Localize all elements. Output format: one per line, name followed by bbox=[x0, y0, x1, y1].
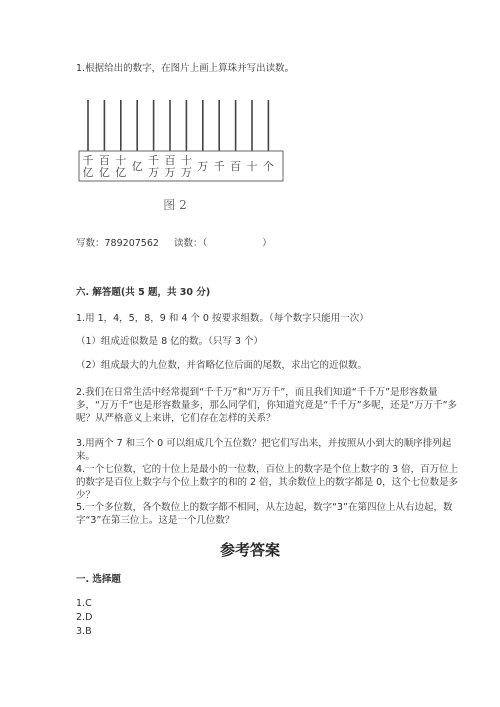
abacus-caption: 图 2 bbox=[163, 198, 187, 212]
abacus-place-label: 百亿 bbox=[98, 154, 110, 179]
section-6-question-3: 3.用两个 7 和三个 0 可以组成几个五位数？把它们写出来，并按照从小到大的顺序排列起来。 bbox=[76, 438, 452, 462]
abacus-place-label: 亿 bbox=[131, 160, 143, 173]
abacus-place-label: 个 bbox=[262, 160, 274, 173]
abacus-place-label: 十万 bbox=[180, 154, 192, 179]
section-6-question-1-part-1: （1）组成近似数是 8 亿的数。（只写 3 个） bbox=[76, 336, 263, 347]
section-6-question-1: 1.用 1，4，5，8，9 和 4 个 0 按要求组数。（每个数字只能用一次） bbox=[76, 313, 369, 324]
read-number-label: 读数：（ bbox=[173, 238, 208, 249]
abacus-place-label: 千 bbox=[213, 160, 225, 173]
answer-key-title: 参考答案 bbox=[219, 541, 280, 559]
answer-line bbox=[76, 238, 272, 250]
read-number-close: ） bbox=[262, 238, 272, 249]
abacus-figure bbox=[76, 96, 291, 216]
answer-item: 3.B bbox=[76, 626, 92, 637]
given-number: 789207562 bbox=[104, 238, 159, 249]
section-6-question-5: 5.一个多位数，各个数位上的数字都不相同，从左边起，数字“3”在第四位上从右边起，数字“3”在第三位上。这是一个几位数？ bbox=[76, 502, 453, 526]
write-number-label: 写数： bbox=[76, 238, 105, 249]
abacus-place-labels bbox=[83, 153, 274, 179]
answer-item: 2.D bbox=[76, 612, 93, 623]
abacus-place-label: 百万 bbox=[164, 154, 176, 179]
answer-section-1-header: 一. 选择题 bbox=[76, 574, 121, 585]
abacus-place-label: 十 bbox=[246, 160, 258, 173]
abacus-place-label: 百 bbox=[230, 160, 242, 173]
section-6-question-4: 4.一个七位数，它的十位上是最小的一位数，百位上的数字是个位上数字的 3 倍，百万位上的数字是百位上数字与个位上数字的和的 2 倍，其余数位上的数字都是 0，这个七位数是多少？ bbox=[76, 464, 459, 501]
abacus-place-label: 千亿 bbox=[82, 154, 94, 179]
abacus-place-label: 万 bbox=[197, 160, 209, 173]
section-6-question-1-part-2: （2）组成最大的九位数，并省略亿位后面的尾数，求出它的近似数。 bbox=[76, 360, 368, 371]
abacus-place-label: 千万 bbox=[148, 154, 160, 179]
answer-item: 1.C bbox=[76, 598, 92, 609]
abacus-rods bbox=[88, 100, 268, 151]
question-1-instruction: 1.根据给出的数字，在图片上画上算珠并写出读数。 bbox=[76, 63, 295, 74]
section-6-header: 六. 解答题(共 5 题，共 30 分) bbox=[76, 287, 211, 298]
abacus-place-label: 十亿 bbox=[115, 154, 127, 179]
section-6-question-2: 2.我们在日常生活中经常提到“千千万”和“万万千”，而且我们知道“千千万”是形容数量多，“万万千”也是形容数量多，那么同学们，你知道究竟是“千千万”多呢，还是“万万千”多呢？从严格意义上来讲，它们存在怎样的关系？ bbox=[76, 387, 458, 424]
